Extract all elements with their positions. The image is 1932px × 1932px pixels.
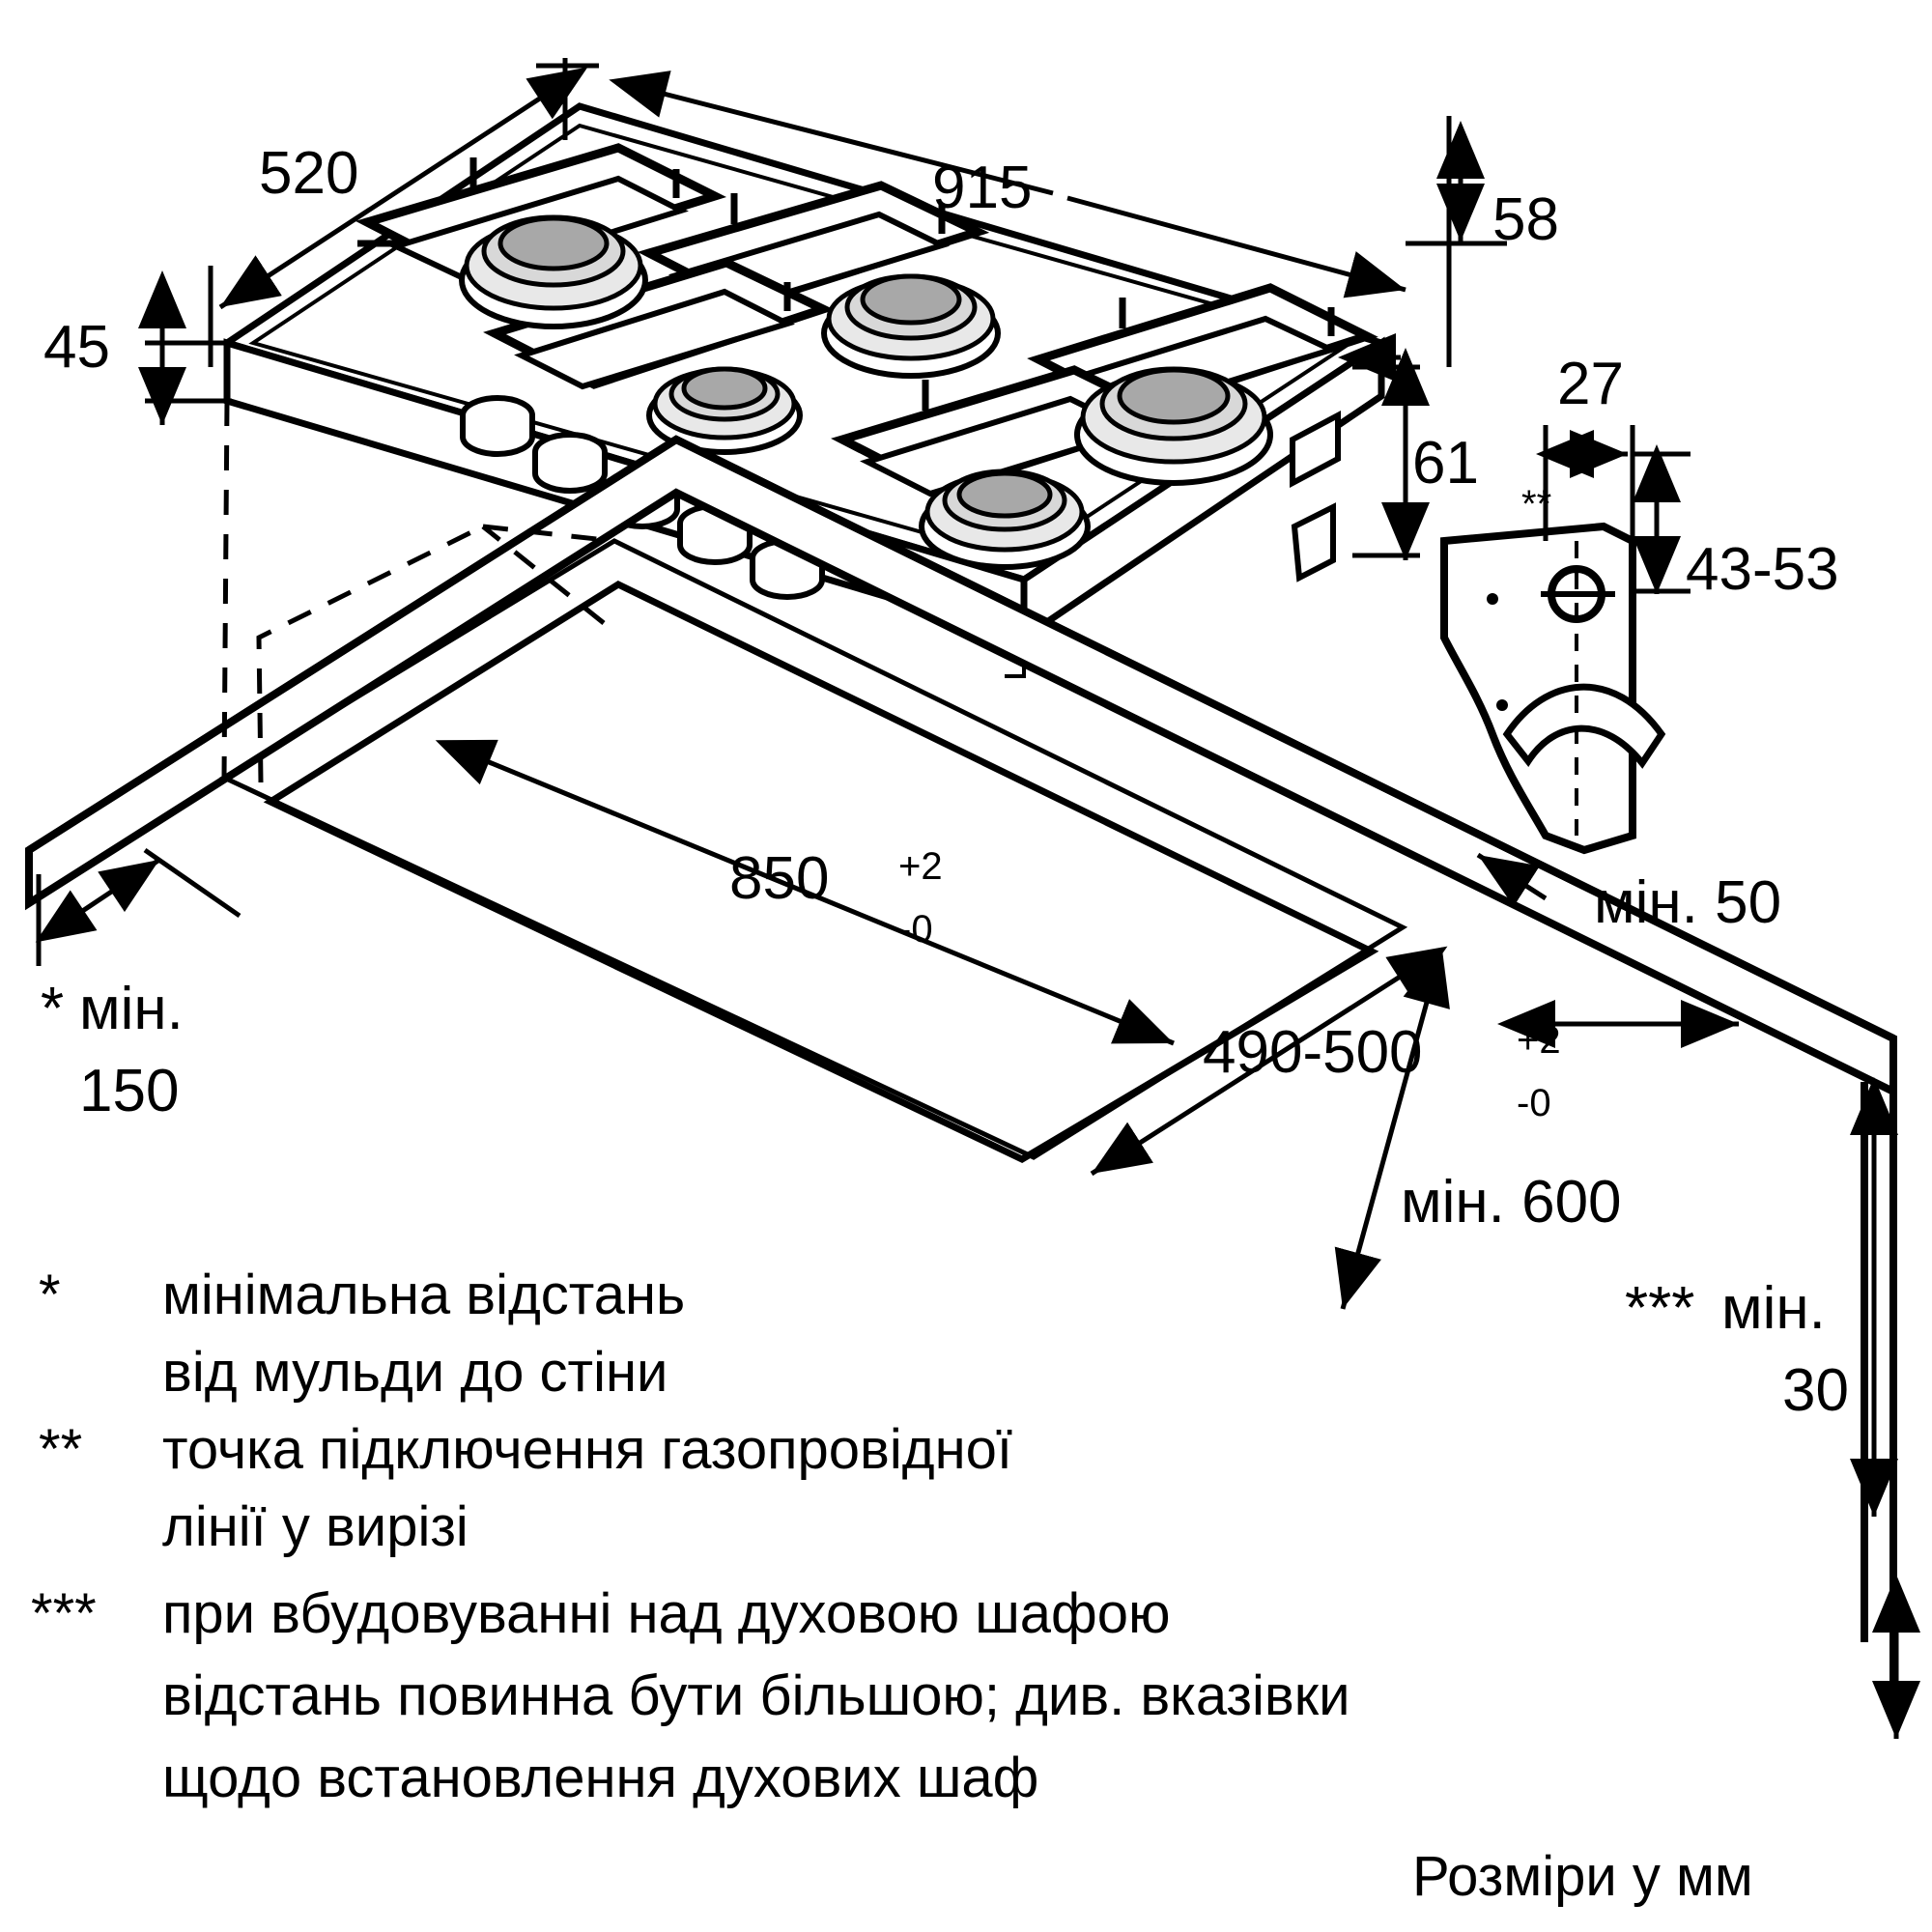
burner-right xyxy=(1077,369,1270,483)
gas-connection-profile xyxy=(1444,526,1662,850)
label-27: 27 xyxy=(1557,351,1624,417)
label-min-150-marker: * xyxy=(41,976,65,1042)
label-min-30-value: 30 xyxy=(1782,1357,1849,1424)
legend xyxy=(31,1264,1350,1809)
legend-line-3-2: відстань повинна бути більшою; див. вказівки xyxy=(162,1664,1350,1727)
legend-line-2-1: точка підключення газопровідної xyxy=(162,1418,1012,1481)
profile-dot-1 xyxy=(1487,593,1498,605)
dim-min600-line xyxy=(1343,956,1439,1309)
label-gas-point-marker: ** xyxy=(1521,483,1552,526)
burner-rear-center xyxy=(824,276,998,376)
label-850-tol-plus: +2 xyxy=(898,845,943,888)
label-490-500: 490-500 xyxy=(1203,1019,1423,1086)
label-45: 45 xyxy=(43,314,110,381)
label-915: 915 xyxy=(932,155,1033,221)
units-note: Розміри у мм xyxy=(1412,1845,1753,1908)
label-850-tol-minus: -0 xyxy=(898,908,933,951)
label-43-53: 43-53 xyxy=(1686,536,1839,603)
legend-marker-3: *** xyxy=(31,1582,97,1645)
label-58: 58 xyxy=(1492,186,1559,253)
hob-foot-right xyxy=(1294,507,1333,578)
legend-line-1-2: від мульди до стіни xyxy=(162,1341,668,1404)
label-850: 850 xyxy=(729,845,830,912)
knob-1 xyxy=(463,398,532,454)
legend-marker-1: * xyxy=(39,1264,61,1326)
knob-2 xyxy=(535,435,605,491)
label-490-500-tol-minus: -0 xyxy=(1517,1082,1551,1124)
legend-line-2-2: лінії у вирізі xyxy=(162,1495,469,1558)
profile-dot-2 xyxy=(1496,699,1508,711)
legend-line-3-3: щодо встановлення духових шаф xyxy=(162,1747,1039,1809)
legend-line-3-1: при вбудовуванні над духовою шафою xyxy=(162,1582,1171,1645)
label-61: 61 xyxy=(1412,430,1479,497)
label-min-150: мін. xyxy=(79,976,184,1042)
burner-front-center xyxy=(922,471,1088,567)
label-min-30-marker: *** xyxy=(1625,1275,1695,1342)
label-min-30: мін. xyxy=(1721,1275,1826,1342)
label-min-600: мін. 600 xyxy=(1401,1169,1622,1236)
label-520: 520 xyxy=(259,140,359,207)
legend-line-1-1: мінімальна відстань xyxy=(162,1264,686,1326)
label-490-500-tol-plus: +2 xyxy=(1517,1019,1561,1062)
label-min-50: мін. 50 xyxy=(1594,869,1782,936)
label-min-150-value: 150 xyxy=(79,1058,180,1124)
legend-marker-2: ** xyxy=(39,1418,83,1481)
ext-min150-a xyxy=(145,850,240,916)
